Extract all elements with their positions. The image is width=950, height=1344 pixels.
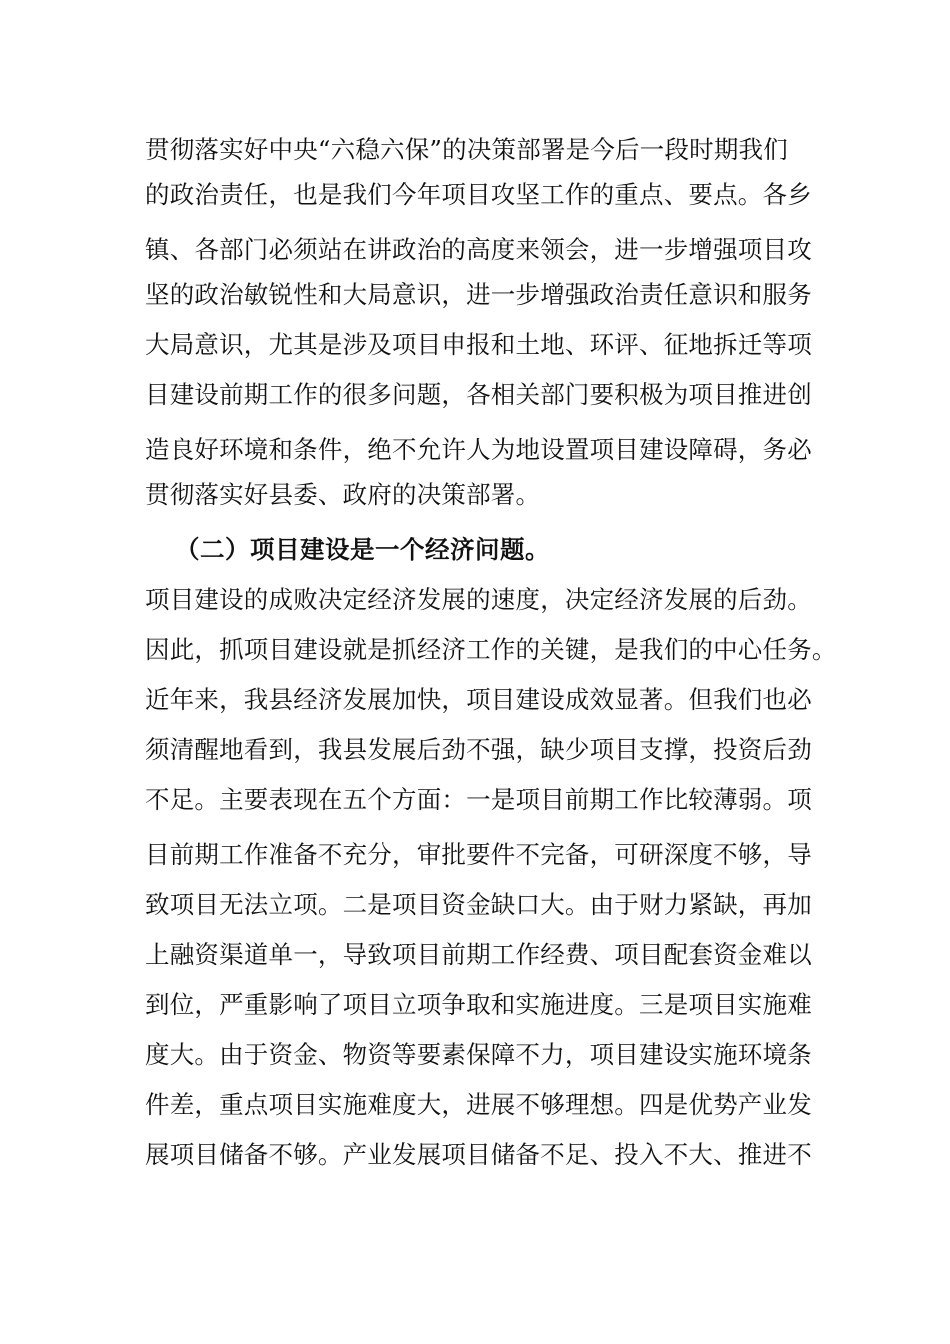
- paragraph-line: 贯彻落实好中央“六稳六保”的决策部署是今后一段时期我们: [145, 135, 788, 164]
- paragraph-line: 项目建设的成败决定经济发展的速度，决定经济发展的后劲。: [145, 585, 812, 614]
- paragraph-line: 致项目无法立项。二是项目资金缺口大。由于财力紧缺，再加: [145, 890, 812, 919]
- paragraph-line: 的政治责任，也是我们今年项目攻坚工作的重点、要点。各乡: [145, 180, 812, 209]
- paragraph-line: 因此，抓项目建设就是抓经济工作的关键，是我们的中心任务。: [145, 635, 837, 664]
- paragraph-line: 须清醒地看到，我县发展后劲不强，缺少项目支撑，投资后劲: [145, 735, 812, 764]
- paragraph-line: 贯彻落实好县委、政府的决策部署。: [145, 480, 541, 509]
- paragraph-line: 坚的政治敏锐性和大局意识，进一步增强政治责任意识和服务: [145, 280, 812, 309]
- section-heading: （二）项目建设是一个经济问题。: [175, 535, 550, 564]
- paragraph-line: 目前期工作准备不充分，审批要件不完备，可研深度不够，导: [145, 840, 812, 869]
- paragraph-line: 不足。主要表现在五个方面：一是项目前期工作比较薄弱。项: [145, 785, 812, 814]
- paragraph-line: 件差，重点项目实施难度大，进展不够理想。四是优势产业发: [145, 1090, 812, 1119]
- paragraph-line: 上融资渠道单一，导致项目前期工作经费、项目配套资金难以: [145, 940, 812, 969]
- paragraph-line: 到位，严重影响了项目立项争取和实施进度。三是项目实施难: [145, 990, 812, 1019]
- paragraph-line: 展项目储备不够。产业发展项目储备不足、投入不大、推进不: [145, 1140, 812, 1169]
- paragraph-line: 大局意识，尤其是涉及项目申报和土地、环评、征地拆迁等项: [145, 330, 812, 359]
- paragraph-line: 目建设前期工作的很多问题，各相关部门要积极为项目推进创: [145, 380, 812, 409]
- paragraph-line: 度大。由于资金、物资等要素保障不力，项目建设实施环境条: [145, 1040, 812, 1069]
- paragraph-line: 造良好环境和条件，绝不允许人为地设置项目建设障碍，务必: [145, 435, 812, 464]
- paragraph-line: 镇、各部门必须站在讲政治的高度来领会，进一步增强项目攻: [145, 235, 812, 264]
- paragraph-line: 近年来，我县经济发展加快，项目建设成效显著。但我们也必: [145, 685, 812, 714]
